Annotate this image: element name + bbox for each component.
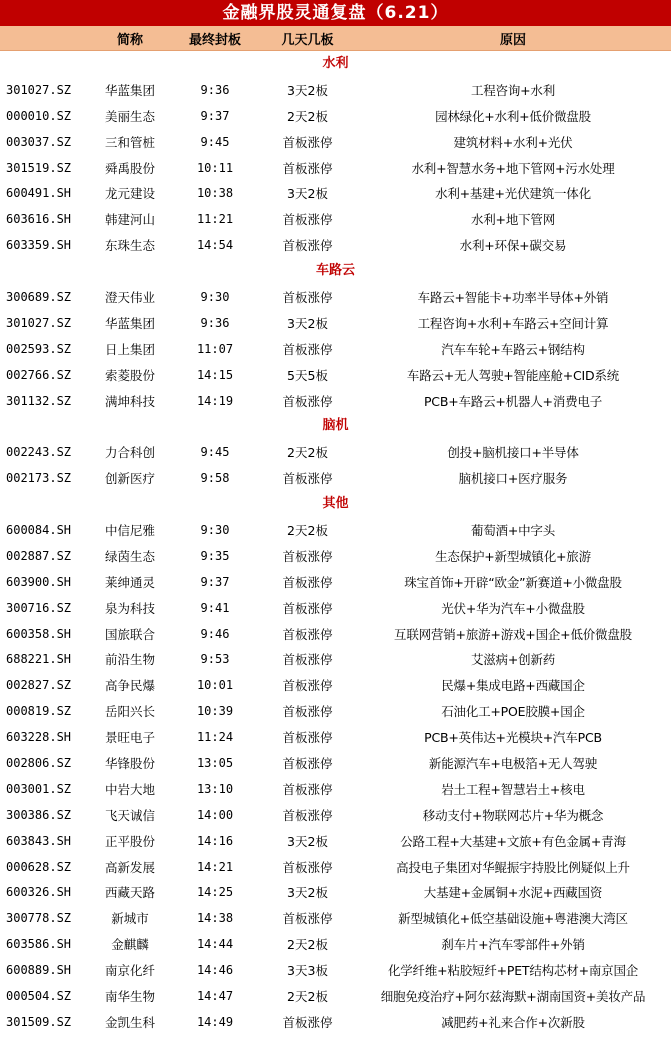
table-row [0,1009,671,1035]
board-count: 首板涨停 [282,238,333,254]
limit-time: 14:46 [196,963,234,978]
stock-name: 岳阳兴长 [104,704,155,720]
header-reason: 原因 [499,32,526,48]
board-count: 首板涨停 [282,134,333,150]
limit-time: 11:24 [196,730,234,745]
stock-name: 创新医疗 [104,471,155,487]
board-count: 首板涨停 [282,911,333,927]
stock-name: 正平股份 [104,833,155,849]
limit-time: 11:07 [196,341,234,356]
table-row [0,543,671,569]
board-count: 2天2板 [287,937,328,953]
board-count: 首板涨停 [282,548,333,564]
reason: 刹车片+汽车零部件+外销 [441,937,585,953]
header-limit-time: 最终封板 [188,32,241,48]
header-board-count: 几天几板 [281,32,334,48]
table-row [0,77,671,103]
limit-time: 10:01 [196,678,234,693]
stock-code: 603843.SH [6,833,72,848]
limit-time: 9:37 [200,108,230,123]
board-count: 首板涨停 [282,289,333,305]
stock-code: 600358.SH [6,626,72,641]
limit-time: 11:21 [196,212,234,227]
stock-code: 002766.SZ [6,367,72,382]
stock-name: 新城市 [111,911,149,927]
stock-code: 002887.SZ [6,548,72,563]
stock-code: 600326.SH [6,885,72,900]
table-row [0,362,671,388]
stock-code: 301519.SZ [6,160,72,175]
board-count: 5天5板 [287,367,328,383]
table-row [0,828,671,854]
reason: 减肥药+礼来合作+次新股 [441,1014,585,1030]
limit-time: 9:36 [200,82,230,97]
table-row [0,103,671,129]
table-row [0,232,671,258]
stock-name: 舜禹股份 [104,160,155,176]
reason: 水利+环保+碳交易 [459,238,567,254]
stock-code: 000628.SZ [6,859,72,874]
table-header [0,26,671,51]
reason: 工程咨询+水利+车路云+空间计算 [417,315,609,331]
limit-time: 9:45 [200,134,230,149]
stock-name: 高新发展 [104,859,155,875]
stock-code: 603900.SH [6,574,72,589]
reason: 葡萄酒+中字头 [470,522,556,538]
limit-time: 9:36 [200,315,230,330]
limit-time: 14:16 [196,833,234,848]
board-count: 3天2板 [287,186,328,202]
limit-time: 9:46 [200,626,230,641]
stock-name: 中岩大地 [104,781,155,797]
board-count: 首板涨停 [282,1014,333,1030]
table-row [0,439,671,465]
reason: 水利+地下管网 [470,212,556,228]
board-count: 3天2板 [287,885,328,901]
stock-code: 000819.SZ [6,704,72,719]
limit-time: 9:45 [200,445,230,460]
table-row [0,880,671,906]
board-count: 2天2板 [287,989,328,1004]
limit-time: 14:00 [196,807,234,822]
board-count: 首板涨停 [282,730,333,746]
stock-name: 金麒麟 [111,937,149,953]
stock-name: 华蓝集团 [104,315,155,331]
stock-name: 国旅联合 [104,626,155,642]
limit-time: 9:35 [200,548,230,563]
reason: 艾滋病+创新药 [470,652,556,668]
stock-code: 000010.SZ [6,108,72,123]
section-title: 水利 [322,56,349,71]
stock-name: 高争民爆 [104,678,155,694]
stock-name: 韩建河山 [104,212,155,228]
section-title: 其他 [322,496,349,512]
reason: 光伏+华为汽车+小微盘股 [441,600,585,616]
limit-time: 9:53 [200,652,230,667]
table-row [0,905,671,931]
reason: 大基建+金属铜+水泥+西藏国资 [423,885,603,901]
limit-time: 10:39 [196,704,234,719]
limit-time: 14:38 [196,911,234,926]
stock-name: 景旺电子 [104,730,155,746]
stock-name: 美丽生态 [104,108,155,124]
reason: 水利+智慧水务+地下管网+污水处理 [411,160,615,176]
reason: 公路工程+大基建+文旅+有色金属+青海 [400,833,626,849]
reason: PCB+英伟达+光模块+汽车PCB [424,730,602,746]
board-count: 首板涨停 [282,678,333,694]
table-row [0,129,671,155]
reason: 岩土工程+智慧岩土+核电 [441,781,585,797]
limit-time: 14:49 [196,1014,234,1029]
limit-time: 9:30 [200,522,230,537]
limit-time: 10:38 [196,186,234,201]
table-row [0,621,671,647]
stock-code: 603586.SH [6,937,72,952]
table-row [0,672,671,698]
stock-name: 华蓝集团 [104,82,155,98]
stock-code: 002827.SZ [6,678,72,693]
stock-code: 688221.SH [6,652,72,667]
board-count: 首板涨停 [282,574,333,590]
stock-name: 飞天诚信 [104,807,155,823]
board-count: 2天2板 [287,522,328,538]
reason: 互联网营销+旅游+游戏+国企+低价微盘股 [394,626,632,642]
stock-code: 600491.SH [6,186,72,201]
board-count: 首板涨停 [282,807,333,823]
table-row [0,336,671,362]
reason: 创投+脑机接口+半导体 [447,445,579,461]
stock-code: 301027.SZ [6,315,72,330]
section-title: 车路云 [315,263,355,279]
table-row [0,465,671,491]
board-count: 首板涨停 [282,393,333,409]
table-row [0,724,671,750]
table-row [0,698,671,724]
limit-time: 9:41 [200,600,230,615]
board-count: 首板涨停 [282,600,333,616]
table-row [0,569,671,595]
limit-time: 14:44 [196,937,234,952]
table-row [0,957,671,983]
stock-code: 003001.SZ [6,781,72,796]
board-count: 2天2板 [287,108,328,124]
table-row [0,802,671,828]
reason: 车路云+智能卡+功率半导体+外销 [417,289,609,305]
reason: 生态保护+新型城镇化+旅游 [435,548,591,564]
reason: 移动支付+物联网芯片+华为概念 [422,807,604,823]
stock-code: 002806.SZ [6,755,72,770]
board-count: 首板涨停 [282,704,333,720]
stock-name: 日上集团 [104,341,155,357]
board-count: 首板涨停 [282,626,333,642]
stock-name: 前沿生物 [104,652,155,668]
table-row [0,388,671,414]
reason: 汽车车轮+车路云+钢结构 [441,341,585,357]
table-body [0,51,671,1035]
stock-code: 600084.SH [6,522,72,537]
table-row [0,776,671,802]
stock-name: 莱绅通灵 [104,574,155,590]
stock-name: 澄天伟业 [104,289,155,305]
reason: 园林绿化+水利+低价微盘股 [435,108,591,124]
stock-name: 东珠生态 [104,238,155,254]
board-count: 3天2板 [287,315,328,331]
stock-name: 南华生物 [104,989,155,1004]
stock-name: 南京化纤 [104,963,155,979]
reason: 建筑材料+水利+光伏 [453,134,573,150]
stock-name: 龙元建设 [104,186,155,202]
limit-time: 14:54 [196,238,234,253]
limit-time: 14:19 [196,393,234,408]
reason: 工程咨询+水利 [470,82,556,98]
board-count: 2天2板 [287,445,328,461]
stock-code: 301509.SZ [6,1014,72,1029]
table-row [0,983,671,1009]
stock-code: 603359.SH [6,238,72,253]
limit-time: 13:05 [196,755,234,770]
table-row [0,517,671,543]
stock-code: 300778.SZ [6,911,72,926]
stock-name: 中信尼雅 [104,522,155,538]
reason: PCB+车路云+机器人+消费电子 [423,393,603,409]
limit-time: 14:15 [196,367,234,382]
reason: 脑机接口+医疗服务 [458,471,568,487]
board-count: 首板涨停 [282,755,333,771]
limit-time: 13:10 [196,781,234,796]
reason: 新能源汽车+电极箔+无人驾驶 [428,755,598,771]
board-count: 首板涨停 [282,859,333,875]
table-row [0,180,671,206]
table-row [0,854,671,880]
table-row [0,284,671,310]
stock-name: 索菱股份 [104,367,155,383]
stock-code: 603616.SH [6,212,72,227]
reason: 新型城镇化+低空基础设施+粤港澳大湾区 [398,911,628,927]
stock-code: 002243.SZ [6,445,72,460]
stock-code: 002593.SZ [6,341,72,356]
board-count: 3天3板 [287,963,328,979]
stock-name: 满坤科技 [104,393,155,409]
board-count: 首板涨停 [282,160,333,176]
reason: 车路云+无人驾驶+智能座舱+CID系统 [406,367,620,383]
stock-code: 603228.SH [6,730,72,745]
limit-time: 9:37 [200,574,230,589]
limit-time: 10:11 [196,160,234,175]
table-row [0,595,671,621]
stock-code: 002173.SZ [6,471,72,486]
page-title: 金融界股灵通复盘（6.21） [0,0,671,26]
stock-code: 300386.SZ [6,807,72,822]
stock-name: 力合科创 [104,445,155,461]
board-count: 首板涨停 [282,212,333,228]
table-row [0,155,671,181]
stock-name: 金凯生科 [104,1014,155,1030]
stock-code: 301132.SZ [6,393,72,408]
limit-time: 14:25 [196,885,234,900]
reason: 民爆+集成电路+西藏国企 [441,678,585,694]
stock-code: 301027.SZ [6,82,72,97]
reason: 细胞免疫治疗+阿尔兹海默+湖南国资+美妆产品 [380,989,646,1004]
stock-name: 西藏天路 [104,885,155,901]
stock-code: 600889.SH [6,963,72,978]
table-row [0,931,671,957]
board-count: 3天2板 [287,82,328,98]
stock-code: 300689.SZ [6,289,72,304]
stock-name: 绿茵生态 [104,548,155,564]
reason: 化学纤维+粘胶短纤+PET结构芯材+南京国企 [387,963,639,979]
board-count: 3天2板 [287,833,328,849]
limit-time: 14:47 [196,989,234,1003]
reason: 石油化工+POE胶膜+国企 [441,704,585,720]
board-count: 首板涨停 [282,341,333,357]
limit-time: 9:58 [200,471,230,486]
board-count: 首板涨停 [282,781,333,797]
reason: 高投电子集团对华鲲振宇持股比例疑似上升 [396,859,630,875]
header-name: 简称 [116,32,143,48]
stock-code: 003037.SZ [6,134,72,149]
table-row [0,750,671,776]
reason: 珠宝首饰+开辟“欧金”新赛道+小微盘股 [404,574,622,590]
stock-name: 泉为科技 [104,600,155,616]
stock-code: 000504.SZ [6,989,72,1003]
table-row [0,646,671,672]
limit-time: 14:21 [196,859,234,874]
reason: 水利+基建+光伏建筑一体化 [435,186,591,202]
table-row [0,206,671,232]
limit-time: 9:30 [200,289,230,304]
table-row [0,310,671,336]
stock-name: 三和管桩 [104,134,155,150]
section-title: 脑机 [322,418,349,434]
board-count: 首板涨停 [282,652,333,668]
stock-name: 华锋股份 [104,755,155,771]
board-count: 首板涨停 [282,471,333,487]
stock-code: 300716.SZ [6,600,72,615]
